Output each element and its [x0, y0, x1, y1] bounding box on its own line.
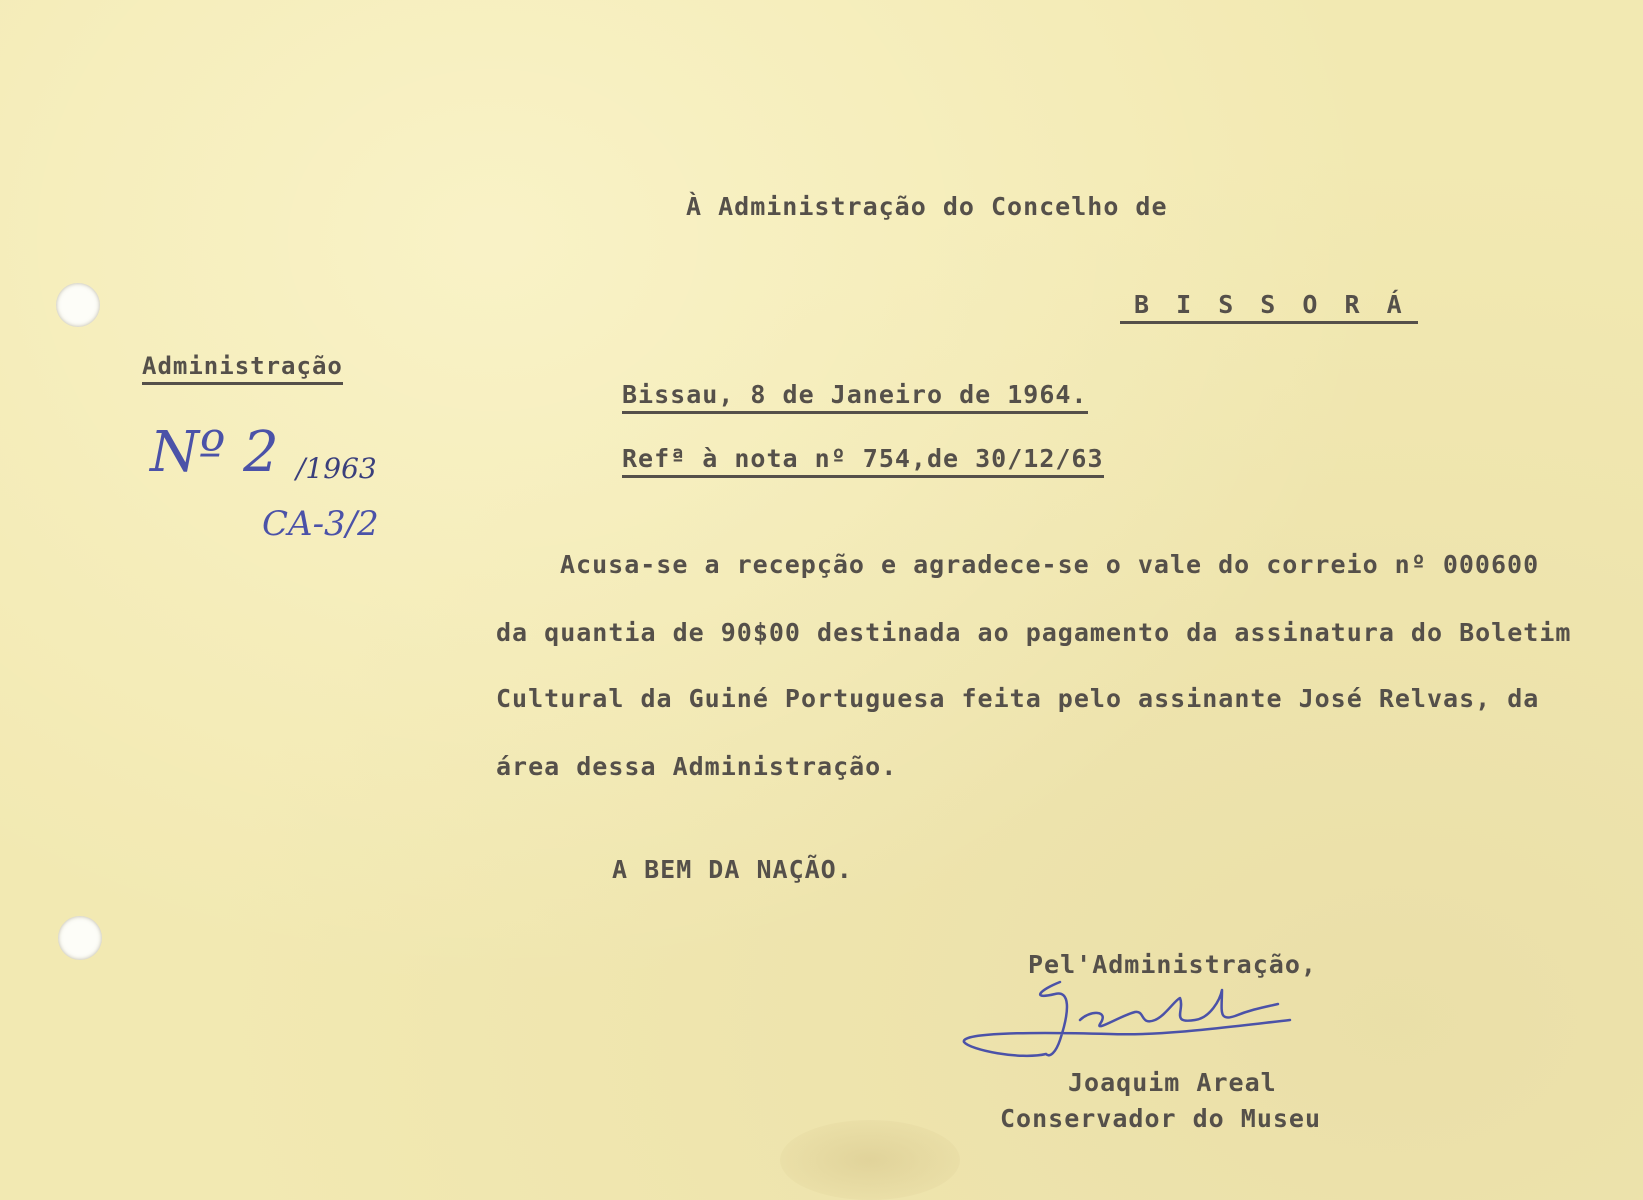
body-line-2: da quantia de 90$00 destinada ao pagamento da assinatura do Boletim	[496, 618, 1572, 647]
body-line-4: área dessa Administração.	[496, 752, 898, 781]
punch-hole-top	[56, 283, 100, 327]
addressee-line: À Administração do Concelho de	[686, 192, 1168, 221]
body-line-1: Acusa-se a recepção e agradece-se o vale do correio nº 000600	[560, 550, 1540, 579]
addressee-place: B I S S O R Á	[1120, 290, 1418, 324]
body-line-3: Cultural da Guiné Portuguesa feita pelo assinante José Relvas, da	[496, 684, 1540, 713]
handwritten-code: CA-3/2	[262, 504, 379, 544]
date-line: Bissau, 8 de Janeiro de 1964.	[622, 380, 1088, 414]
signatory-name: Joaquim Areal	[1068, 1068, 1277, 1097]
sender-department: Administração	[142, 352, 343, 385]
paper-stain	[780, 1120, 960, 1200]
handwritten-number: Nº 2	[150, 420, 279, 485]
signatory-title: Conservador do Museu	[1000, 1104, 1322, 1133]
handwritten-year: /1963	[296, 452, 377, 485]
punch-hole-bottom	[58, 916, 102, 960]
closing-salutation: A BEM DA NAÇÃO.	[612, 855, 853, 884]
reference-line: Refª à nota nº 754,de 30/12/63	[622, 444, 1104, 478]
signoff-line: Pel'Administração,	[1028, 950, 1317, 979]
